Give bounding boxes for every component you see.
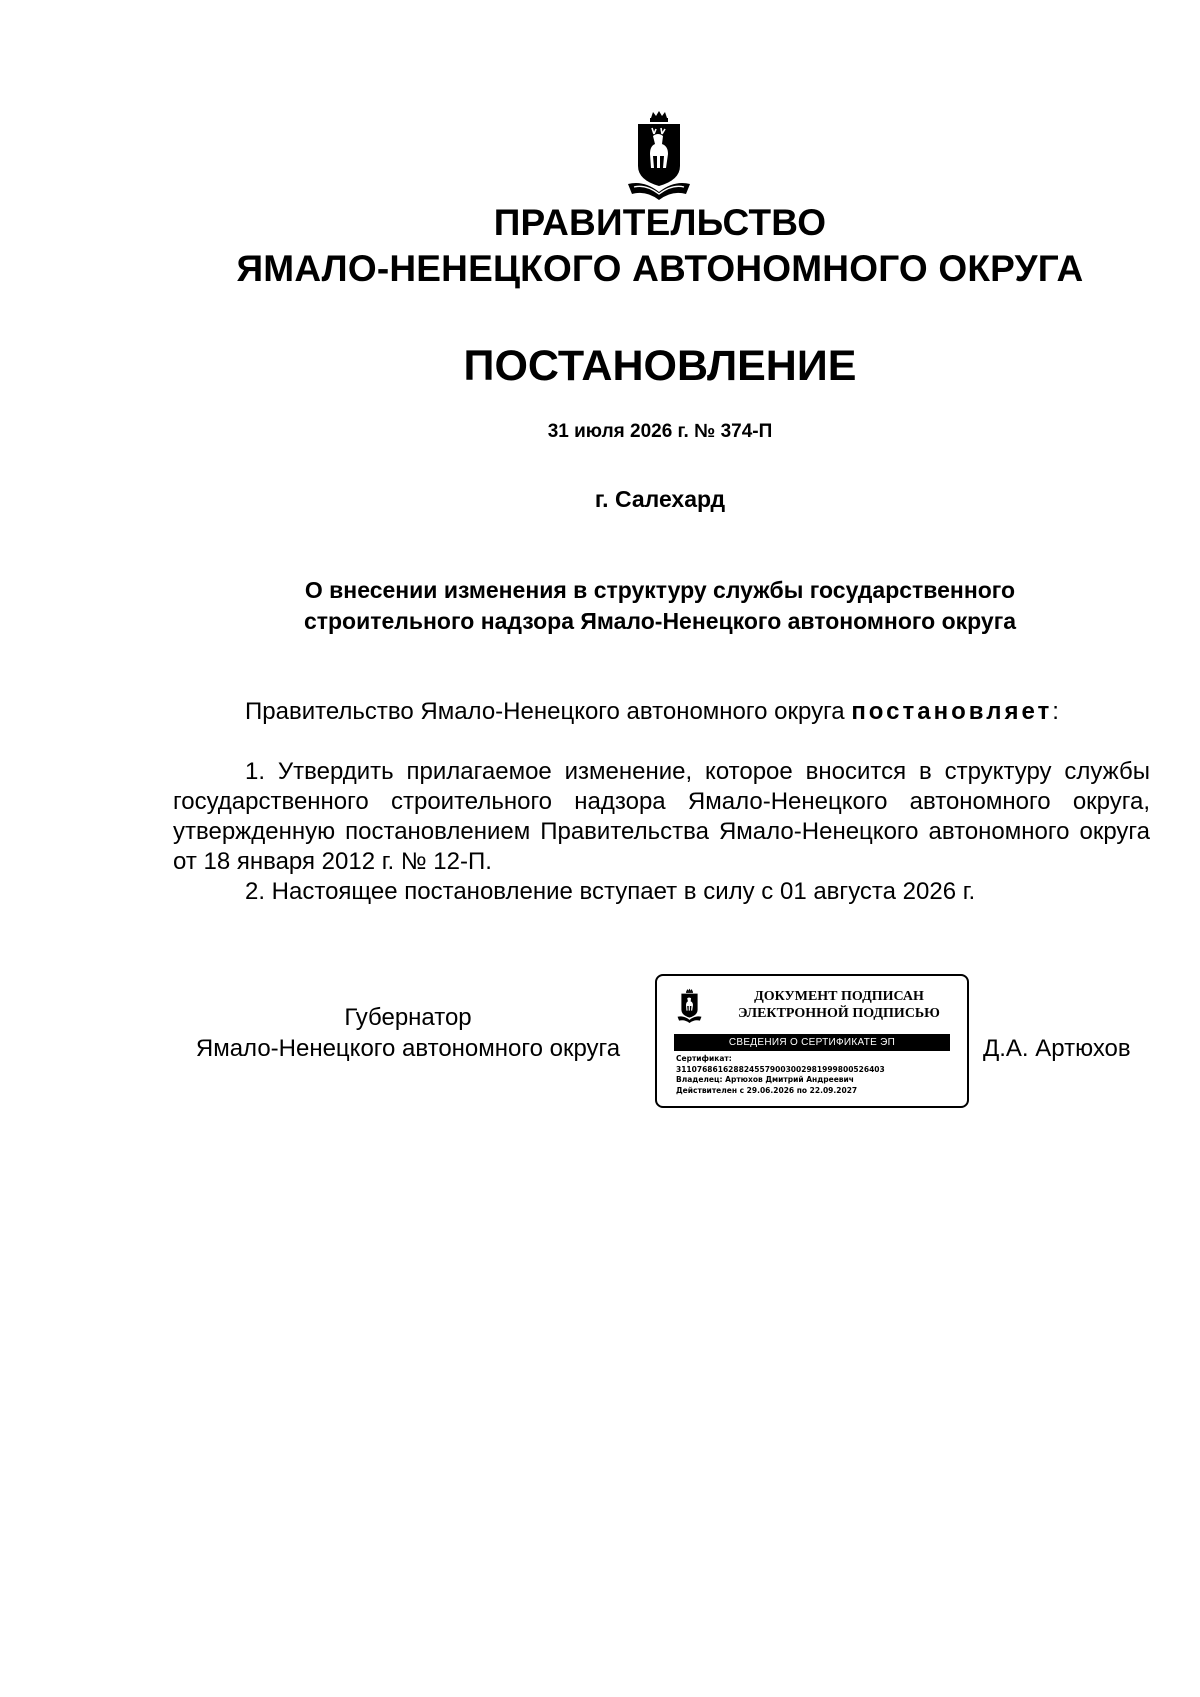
preamble-emphasis: постановляет (851, 698, 1053, 725)
stamp-heading (721, 988, 957, 1022)
yamal-coat-of-arms-icon (624, 110, 694, 202)
stamp-owner: Владелец: Артюхов Дмитрий Андреевич (676, 1075, 854, 1084)
document-type: ПОСТАНОВЛЕНИЕ (463, 342, 857, 390)
document-city: г. Салехард (594, 486, 726, 512)
signer-position-line1: Губернатор (344, 1004, 472, 1031)
stamp-heading-line2: ЭЛЕКТРОННОЙ ПОДПИСЬЮ (738, 1006, 940, 1021)
stamp-cert-number: 3110768616288245579003002981999800526403 (676, 1064, 885, 1074)
signer-position-line2: Ямало-Ненецкого автономного округа (195, 1035, 621, 1062)
stamp-heading-line1: ДОКУМЕНТ ПОДПИСАН (754, 989, 924, 1004)
stamp-certificate-bar: СВЕДЕНИЯ О СЕРТИФИКАТЕ ЭП (674, 1034, 950, 1051)
preamble-text: Правительство Ямало-Ненецкого автономного округа (245, 698, 845, 725)
preamble (245, 697, 1059, 727)
organization-title-line1: ПРАВИТЕЛЬСТВО (493, 202, 827, 243)
document-subject (180, 575, 1140, 637)
organization-title-line2: ЯМАЛО-НЕНЕЦКОГО АВТОНОМНОГО ОКРУГА (236, 248, 1084, 289)
preamble-suffix: : (1052, 698, 1059, 725)
stamp-cert-label: Сертификат: (676, 1054, 732, 1063)
signer-name: Д.А. Артюхов (983, 1035, 1131, 1062)
document-body (173, 757, 1150, 907)
subject-line1: О внесении изменения в структуру службы государственного (304, 577, 1016, 603)
clause-1: 1. Утвердить прилагаемое изменение, которое вносится в структуру службы государственного строительного надзора Ямало-Ненецкого автономного округа, утвержденную постановлением Правительства Ямало-Ненецкого автономного округа от 18 января 2012 г. № 12-П. (173, 758, 1150, 875)
signer-position (173, 1002, 643, 1064)
document-date-number: 31 июля 2026 г. № 374-П (547, 421, 773, 442)
stamp-validity: Действителен с 29.06.2026 по 22.09.2027 (676, 1085, 858, 1095)
subject-line2: строительного надзора Ямало-Ненецкого автономного округа (303, 608, 1017, 634)
stamp-certificate-info (676, 1054, 885, 1096)
clause-2: 2. Настоящее постановление вступает в силу с 01 августа 2026 г. (245, 878, 976, 905)
electronic-signature-stamp (655, 974, 969, 1108)
yamal-coat-of-arms-small-icon (676, 986, 703, 1026)
